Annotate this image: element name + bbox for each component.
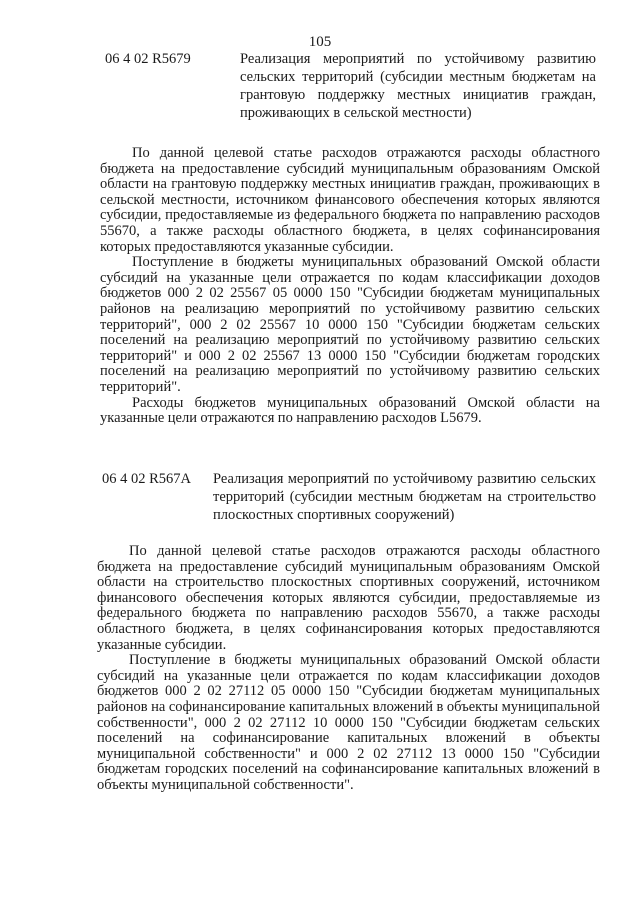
paragraph: Поступление в бюджеты муниципальных образований Омской области субсидий на указанные цели отражается по кодам классификации доходов бюджетов 000 2 02 25567 05 0000 150 "Субсидии бюджетам муниципальных районов на реализацию мероприятий по устойчивому развитию сельских территорий", 000 2 02 25567 10 0000 150 "Субсидии бюджетам сельских поселений на реализацию мероприятий по устойчивому развитию сельских территорий" и 000 2 02 25567 13 0000 150 "Субсидии бюджетам городских поселений на реализацию мероприятий по устойчивому развитию сельских территорий". bbox=[100, 254, 600, 395]
paragraph: По данной целевой статье расходов отражаются расходы областного бюджета на предоставление субсидий муниципальным образованиям Омской области на строительство плоскостных спортивных сооружений, источником финансового обеспечения которых являются субсидии, предоставляемые из федерального бюджета по направлению расходов 55670, а также расходы областного бюджета, в целях софинансирования которых предоставляются указанные субсидии. bbox=[97, 543, 600, 653]
page-number: 105 bbox=[308, 34, 332, 50]
paragraph: Расходы бюджетов муниципальных образований Омской области на указанные цели отражаются по направлению расходов L5679. bbox=[100, 394, 600, 427]
budget-code: 06 4 02 R5679 bbox=[105, 51, 191, 67]
section-body bbox=[97, 544, 600, 794]
paragraph: Поступление в бюджеты муниципальных образований Омской области субсидий на указанные цели отражается по кодам классификации доходов бюджетов 000 2 02 27112 05 0000 150 "Субсидии бюджетам муниципальных районов на софинансирование капитальных вложений в объекты муниципальной собственности", 000 2 02 27112 10 0000 150 "Субсидии бюджетам сельских поселений на софинансирование капитальных вложений в объекты муниципальной собственности" и 000 2 02 27112 13 0000 150 "Субсидии бюджетам городских поселений на софинансирование капитальных вложений в объекты муниципальной собственности". bbox=[97, 652, 600, 793]
paragraph: По данной целевой статье расходов отражаются расходы областного бюджета на предоставление субсидий муниципальным образованиям Омской области на грантовую поддержку местных инициатив граждан, проживающих в сельской местности, источником финансового обеспечения которых являются субсидии, предоставляемые из федерального бюджета по направлению расходов 55670, а также расходы областного бюджета, в целях софинансирования которых предоставляются указанные субсидии. bbox=[100, 145, 600, 255]
budget-code: 06 4 02 R567A bbox=[102, 471, 192, 487]
section-title: Реализация мероприятий по устойчивому развитию сельских территорий (субсидии местным бюджетам на строительство плоскостных спортивных сооружений) bbox=[213, 471, 596, 523]
section-title: Реализация мероприятий по устойчивому развитию сельских территорий (субсидии местным бюджетам на грантовую поддержку местных инициатив граждан, проживающих в сельской местности) bbox=[240, 51, 596, 121]
section-body bbox=[100, 146, 600, 427]
